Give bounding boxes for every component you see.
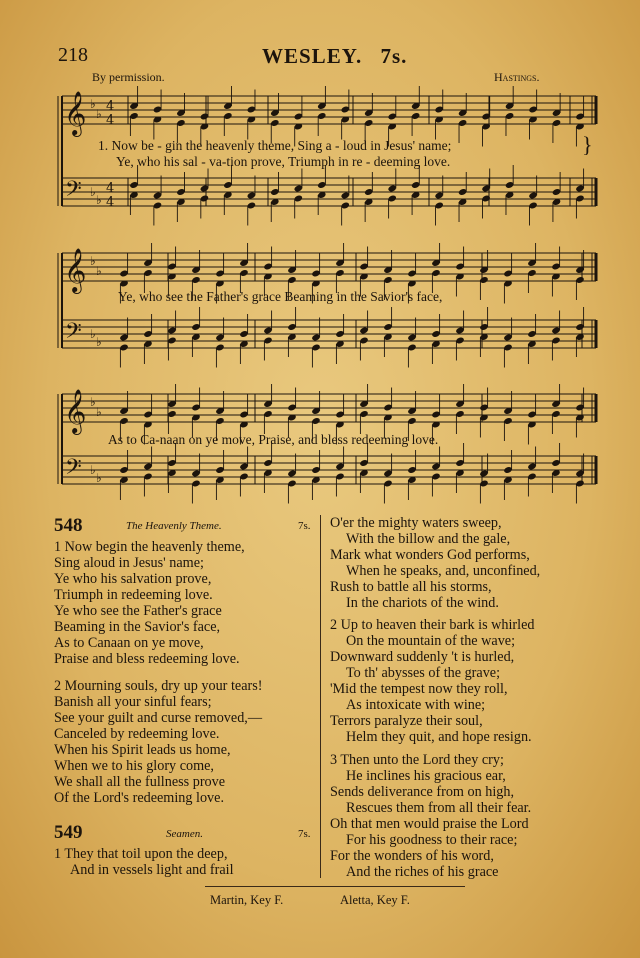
bass-clef: 𝄢 — [65, 455, 82, 485]
hymn-549-s3-line: For his goodness to their race; — [346, 832, 518, 848]
hymn-548-s1-line: Beaming in the Savior's face, — [54, 619, 221, 635]
hymn-549-s2-line: Terrors paralyze their soul, — [330, 713, 483, 729]
hymn-549-s2-line: As intoxicate with wine; — [346, 697, 486, 713]
tune-meter: 7s. — [380, 44, 408, 68]
hymn-meter-548: 7s. — [298, 520, 311, 532]
hymn-549-s3-line: And the riches of his grace — [346, 864, 499, 880]
footer-tune-left: Martin, Key F. — [210, 893, 284, 907]
bass-clef: 𝄢 — [65, 319, 82, 349]
flat-sign: ♭ — [96, 193, 102, 207]
hymn-549-s1-line: And in vessels light and frail — [70, 862, 234, 878]
hymn-548-s1-line: Sing aloud in Jesus' name; — [54, 555, 204, 571]
flat-sign: ♭ — [96, 405, 102, 419]
hymn-548-s1-line: 1 Now begin the heavenly theme, — [54, 539, 245, 555]
hymn-548-s1-line: Praise and bless redeeming love. — [54, 651, 240, 667]
hymn-number-548: 548 — [54, 515, 83, 536]
hymn-549-s1-line: 1 They that toil upon the deep, — [54, 846, 228, 862]
hymn-549-s3-line: Sends deliverance from on high, — [330, 784, 514, 800]
hymn-549-s2-line: Downward suddenly 't is hurled, — [330, 649, 515, 665]
flat-sign: ♭ — [96, 335, 102, 349]
hymn-548-s2-line: Canceled by redeeming love. — [54, 726, 220, 742]
treble-clef: 𝄞 — [64, 248, 87, 292]
system1-lyric-verse2: Ye, who his sal - va-tion prove, Triumph in re - deeming love. — [116, 154, 451, 169]
hymn-548-s2-line: 2 Mourning souls, dry up your tears! — [54, 678, 263, 694]
time-signature: 4 — [106, 195, 115, 210]
hymn-548-s1-line: Ye who his salvation prove, — [54, 571, 212, 587]
hymn-549-s1-line: O'er the mighty waters sweep, — [330, 515, 502, 531]
lyric-brace: } — [582, 132, 593, 157]
hymn-meter-549: 7s. — [298, 828, 311, 840]
hymn-title-549: Seamen. — [166, 828, 203, 840]
hymn-548-s2-line: Of the Lord's redeeming love. — [54, 790, 224, 806]
flat-sign: ♭ — [90, 97, 96, 111]
system2-lyric: Ye, who see the Father's grace Beaming in the Savior's face, — [118, 289, 443, 304]
treble-clef: 𝄞 — [64, 389, 87, 433]
flat-sign: ♭ — [96, 471, 102, 485]
flat-sign: ♭ — [90, 254, 96, 268]
time-signature: 4 — [106, 113, 115, 128]
hymn-548-s1-line: Ye who see the Father's grace — [54, 603, 222, 619]
system3-lyric: As to Ca-naan on ye move, Praise, and bless redeeming love. — [108, 432, 439, 447]
time-signature: 4 — [106, 181, 115, 196]
hymn-549-s3-line: Rescues them from all their fear. — [346, 800, 532, 816]
flat-sign: ♭ — [90, 395, 96, 409]
hymn-549-s2-line: Helm they quit, and hope resign. — [346, 729, 532, 745]
hymn-549-s2-line: To th' abysses of the grave; — [346, 665, 501, 681]
hymn-548-s2-line: We shall all the fullness prove — [54, 774, 226, 790]
hymn-549-s2-line: 'Mid the tempest now they roll, — [330, 681, 508, 697]
tune-name: WESLEY. — [262, 44, 363, 68]
hymn-548-s2-line: See your guilt and curse removed,— — [54, 710, 263, 726]
hymn-number-549: 549 — [54, 822, 83, 843]
footer-rule — [205, 886, 465, 887]
hymn-549-s2-line: 2 Up to heaven their bark is whirled — [330, 617, 535, 633]
flat-sign: ♭ — [90, 327, 96, 341]
flat-sign: ♭ — [90, 463, 96, 477]
hymn-548-s2-line: Banish all your sinful fears; — [54, 694, 212, 710]
flat-sign: ♭ — [96, 107, 102, 121]
hymn-549-s1-line: With the billow and the gale, — [346, 531, 511, 547]
treble-clef: 𝄞 — [64, 91, 87, 135]
bass-clef: 𝄢 — [65, 177, 82, 207]
hymn-549-s2-line: On the mountain of the wave; — [346, 633, 516, 649]
permission-note: By permission. — [92, 70, 165, 84]
flat-sign: ♭ — [96, 264, 102, 278]
flat-sign: ♭ — [90, 185, 96, 199]
hymn-549-s3-line: He inclines his gracious ear, — [346, 768, 506, 784]
hymn-548-s1-line: As to Canaan on ye move, — [54, 635, 204, 651]
hymn-title-548: The Heavenly Theme. — [126, 520, 222, 532]
page-number: 218 — [58, 44, 88, 66]
hymn-548-s2-line: When his Spirit leads us home, — [54, 742, 231, 758]
hymn-549-s3-line: 3 Then unto the Lord they cry; — [330, 752, 504, 768]
composer-name: Hastings. — [494, 70, 540, 84]
hymn-549-s1-line: Mark what wonders God performs, — [330, 547, 530, 563]
system1-lyric-verse1: 1. Now be - gin the heavenly theme, Sing a - loud in Jesus' name; — [98, 138, 452, 153]
footer-tune-right: Aletta, Key F. — [340, 893, 410, 907]
column-divider — [320, 515, 321, 878]
hymn-548-s1-line: Triumph in redeeming love. — [54, 587, 213, 603]
hymn-549-s1-line: Rush to battle all his storms, — [330, 579, 492, 595]
hymn-549-s1-line: When he speaks, and, unconfined, — [346, 563, 541, 579]
hymn-549-s3-line: For the wonders of his word, — [330, 848, 494, 864]
hymn-549-s3-line: Oh that men would praise the Lord — [330, 816, 529, 832]
hymn-548-s2-line: When we to his glory come, — [54, 758, 214, 774]
time-signature: 4 — [106, 99, 115, 114]
hymn-549-s1-line: In the chariots of the wind. — [346, 595, 499, 611]
